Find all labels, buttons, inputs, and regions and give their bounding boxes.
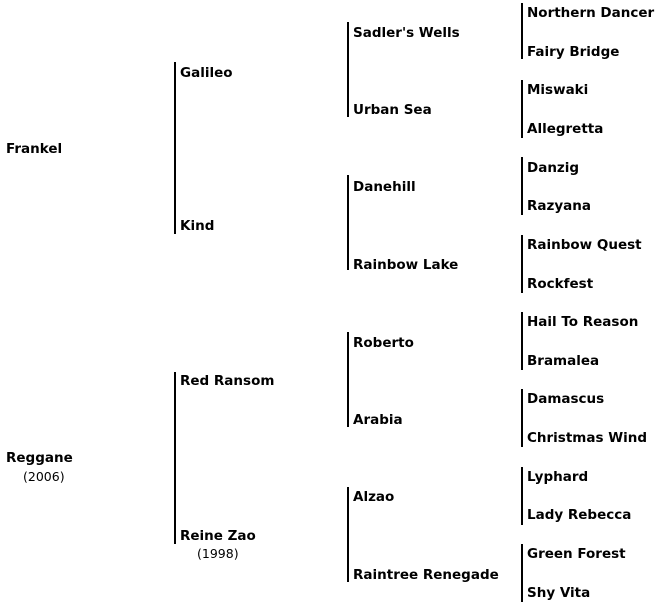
horse-hail-to-reason: Hail To Reason	[527, 314, 639, 330]
horse-red-ransom: Red Ransom	[180, 373, 275, 389]
bracket-gen3-4	[347, 487, 349, 582]
bracket-gen4-1	[521, 3, 523, 59]
horse-alzao: Alzao	[353, 489, 395, 505]
horse-rockfest: Rockfest	[527, 276, 594, 292]
bracket-gen4-7	[521, 467, 523, 525]
horse-fairy-bridge: Fairy Bridge	[527, 44, 620, 60]
bracket-gen4-3	[521, 157, 523, 215]
horse-razyana: Razyana	[527, 198, 591, 214]
horse-miswaki: Miswaki	[527, 82, 589, 98]
horse-reine-zao-year: (1998)	[197, 546, 239, 561]
bracket-gen4-6	[521, 389, 523, 447]
bracket-gen3-2	[347, 175, 349, 270]
bracket-gen3-1	[347, 22, 349, 117]
bracket-gen3-3	[347, 332, 349, 427]
bracket-gen2-top	[174, 62, 176, 234]
horse-kind: Kind	[180, 218, 215, 234]
bracket-gen4-8	[521, 544, 523, 602]
horse-christmas-wind: Christmas Wind	[527, 430, 647, 446]
bracket-gen4-2	[521, 80, 523, 138]
horse-frankel: Frankel	[6, 141, 63, 157]
horse-roberto: Roberto	[353, 335, 414, 351]
horse-northern-dancer: Northern Dancer	[527, 5, 655, 21]
horse-green-forest: Green Forest	[527, 546, 626, 562]
horse-lyphard: Lyphard	[527, 469, 589, 485]
bracket-gen4-4	[521, 235, 523, 293]
bracket-gen4-5	[521, 312, 523, 370]
horse-reine-zao: Reine Zao	[180, 528, 256, 544]
horse-sadlers-wells: Sadler's Wells	[353, 25, 460, 41]
horse-galileo: Galileo	[180, 65, 233, 81]
horse-lady-rebecca: Lady Rebecca	[527, 507, 632, 523]
horse-raintree-renegade: Raintree Renegade	[353, 567, 499, 583]
horse-urban-sea: Urban Sea	[353, 102, 432, 118]
bracket-gen2-bottom	[174, 372, 176, 544]
horse-danzig: Danzig	[527, 160, 580, 176]
horse-bramalea: Bramalea	[527, 353, 600, 369]
horse-arabia: Arabia	[353, 412, 403, 428]
horse-rainbow-quest: Rainbow Quest	[527, 237, 642, 253]
horse-reggane-year: (2006)	[23, 469, 65, 484]
horse-shy-vita: Shy Vita	[527, 585, 591, 601]
horse-reggane: Reggane	[6, 450, 73, 466]
horse-rainbow-lake: Rainbow Lake	[353, 257, 459, 273]
horse-allegretta: Allegretta	[527, 121, 604, 137]
horse-danehill: Danehill	[353, 179, 416, 195]
horse-damascus: Damascus	[527, 391, 605, 407]
